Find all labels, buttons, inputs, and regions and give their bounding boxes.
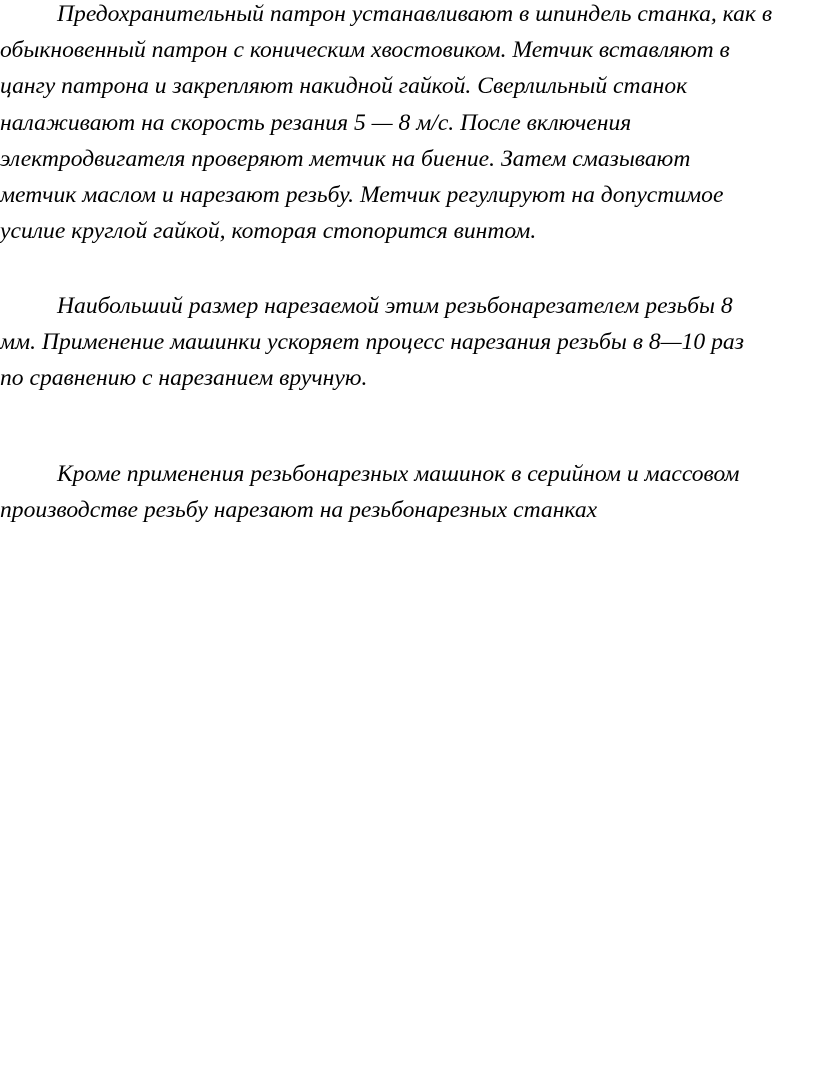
text-line: электродвигателя проверяют метчик на биение. Затем смазывают (0, 145, 691, 172)
text-line: Наибольший размер нарезаемой этим резьбонарезателем резьбы 8 (57, 293, 733, 319)
text-line: налаживают на скорость резания 5 — 8 м/с. После включения (0, 109, 632, 136)
text-line: Кроме применения резьбонарезных машинок в серийном и массовом (57, 461, 740, 487)
text-line: усилие круглой гайкой, которая стопорится винтом. (0, 218, 537, 245)
paragraph-max-thread-size (0, 288, 812, 397)
paragraph-tap-holder-setup (0, 0, 812, 249)
text-line: метчик маслом и нарезают резьбу. Метчик регулируют на допустимое (0, 182, 724, 209)
text-line: Предохранительный патрон устанавливают в шпиндель станка, как в (57, 1, 773, 27)
text-line: цангу патрона и закрепляют накидной гайкой. Сверлильный станок (0, 73, 688, 100)
text-line: обыкновенный патрон с коническим хвостовиком. Метчик вставляют в (0, 37, 730, 64)
text-line: мм. Применение машинки ускоряет процесс нарезания резьбы в 8—10 раз (0, 329, 744, 356)
text-line: производстве резьбу нарезают на резьбонарезных станках (0, 497, 598, 524)
text-line: по сравнению с нарезанием вручную. (0, 365, 368, 392)
paragraph-threading-machines (0, 456, 812, 528)
